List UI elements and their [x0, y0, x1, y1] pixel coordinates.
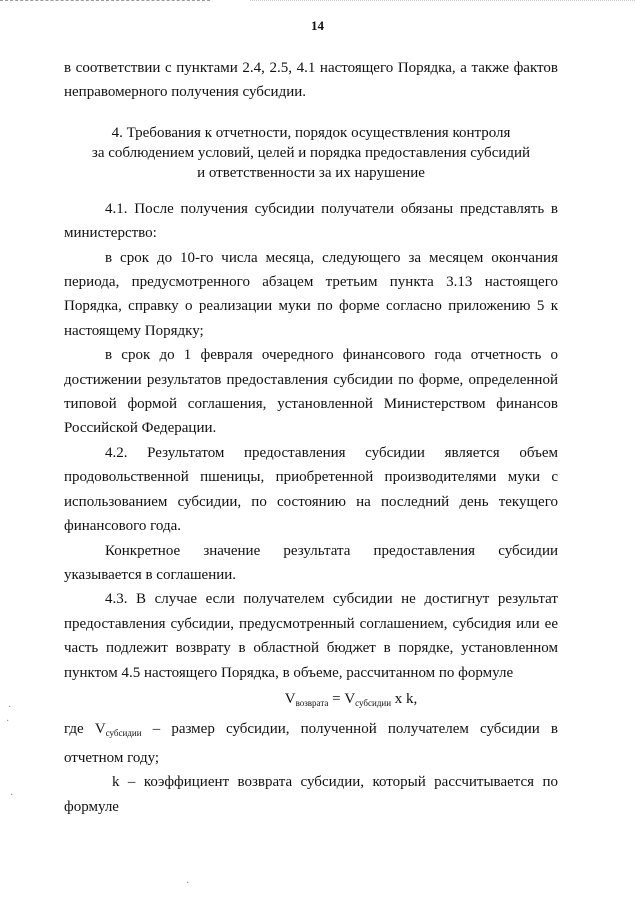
paragraph-4-2-b: Конкретное значение результата предоставления субсидии указывается в соглашении.: [64, 542, 558, 583]
scan-speck: ·: [186, 878, 190, 889]
scan-speck: ·: [6, 716, 10, 727]
section-heading-line-2: за соблюдением условий, целей и порядка предоставления субсидий: [91, 144, 531, 161]
k-definition: k – коэффициент возврата субсидии, который рассчитывается по формуле: [64, 774, 558, 815]
formula-rhs-symbol: V: [344, 690, 356, 707]
scan-top-edge-dashes: [0, 0, 210, 2]
intro-paragraph: в соответствии с пунктами 2.4, 2.5, 4.1 настоящего Порядка, а также фактов неправомерного получения субсидии.: [64, 60, 558, 101]
document-body: [64, 56, 558, 819]
scan-speck: ·: [10, 790, 14, 801]
paragraph-4-1-item-a: в срок до 10-го числа месяца, следующего за месяцем окончания периода, предусмотренного абзацем третьим пункта 3.13 настоящего Порядка, справку о реализации муки по форме согласно приложению 5 к настоящему Порядку;: [64, 249, 558, 339]
paragraph-4-3: 4.3. В случае если получателем субсидии не достигнут результат предоставления субсидии, предусмотренный соглашением, субсидия или ее часть подлежит возврату в областной бюджет в порядке, установленном пунктом 4.5 настоящего Порядка, в объеме, рассчитанном по формуле: [64, 591, 558, 681]
paragraph-4-1: 4.1. После получения субсидии получатели обязаны представлять в министерство:: [64, 200, 558, 242]
scan-speck: ·: [8, 702, 12, 713]
formula-lhs-symbol: V: [284, 690, 296, 707]
formula-equals: =: [328, 690, 345, 707]
page-number: 14: [311, 18, 324, 33]
section-heading-line-1: 4. Требования к отчетности, порядок осуществления контроля: [111, 124, 511, 141]
where-text: – размер субсидии, полученной получателем субсидии в отчетном году;: [64, 721, 558, 766]
paragraph-4-1-item-b: в срок до 1 февраля очередного финансового года отчетность о достижении результатов предоставления субсидии по форме, определенной типовой формой соглашения, установленной Министерством финансов Российской Федерации.: [64, 347, 558, 437]
formula-rhs-tail: x k,: [391, 690, 418, 707]
scan-top-edge-dots: [250, 0, 635, 2]
where-lead: где V: [64, 721, 106, 738]
where-definition: [64, 717, 558, 770]
section-heading-line-3: и ответственности за их нарушение: [197, 164, 425, 181]
where-subscript: субсидии: [105, 728, 142, 739]
paragraph-4-2: 4.2. Результатом предоставления субсидии является объем продовольственной пшеницы, приобретенной производителями муки с использованием субсидии, по состоянию на последний день текущего финансового года.: [64, 444, 558, 535]
section-heading: [64, 123, 558, 183]
return-formula: [64, 687, 558, 715]
formula-rhs-subscript: субсидии: [355, 697, 392, 708]
formula-lhs-subscript: возврата: [295, 697, 329, 708]
